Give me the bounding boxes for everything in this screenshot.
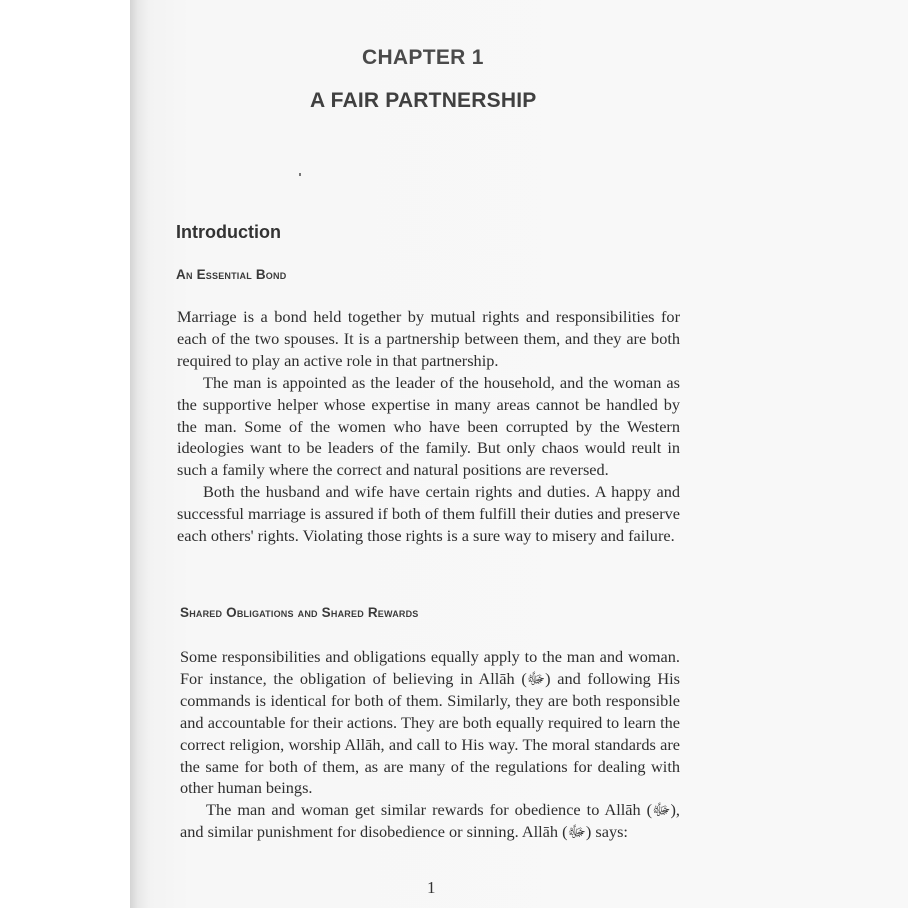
chapter-title: A FAIR PARTNERSHIP xyxy=(310,89,537,112)
book-page xyxy=(130,0,908,908)
page-number: 1 xyxy=(427,878,436,897)
body-text-block xyxy=(180,646,680,843)
paragraph: The man and woman get similar rewards for obedience to Allāh (ﷻ), and similar punishment for disobedience or sinning. Allāh (ﷻ) says: xyxy=(180,800,680,842)
paragraph: Some responsibilities and obligations equally apply to the man and woman. For instance, the obligation of believing in Allāh (ﷻ) and following His commands is identical for both of them. Similarly, they are both responsible and accountable for their actions. They are both equally required to learn the correct religion, worship Allāh, and call to His way. The moral standards are the same for both of them, as are many of the regulations for dealing with other human beings. xyxy=(180,647,681,798)
body-text-block xyxy=(177,306,680,547)
paragraph: Marriage is a bond held together by mutual rights and responsibilities for each of the two spouses. It is a partnership between them, and they are both required to play an active role in that partnership. xyxy=(177,307,680,370)
section-heading: Introduction xyxy=(176,222,281,242)
subheading-shared-obligations: Shared Obligations and Shared Rewards xyxy=(180,605,419,620)
paragraph: The man is appointed as the leader of the household, and the woman as the supportive helper whose expertise in many areas cannot be handled by the man. Some of the women who have been corrupted by the Western ideologies want to be leaders of the family. But only chaos would reult in such a family where the correct and natural positions are reversed. xyxy=(177,372,680,480)
chapter-label: CHAPTER 1 xyxy=(362,46,484,69)
paragraph: Both the husband and wife have certain rights and duties. A happy and successful marriage is assured if both of them fulfill their duties and preserve each others' rights. Violating those rights is a sure way to misery and failure. xyxy=(177,482,680,546)
ink-speck xyxy=(299,173,301,176)
subheading-essential-bond: An Essential Bond xyxy=(176,267,287,282)
